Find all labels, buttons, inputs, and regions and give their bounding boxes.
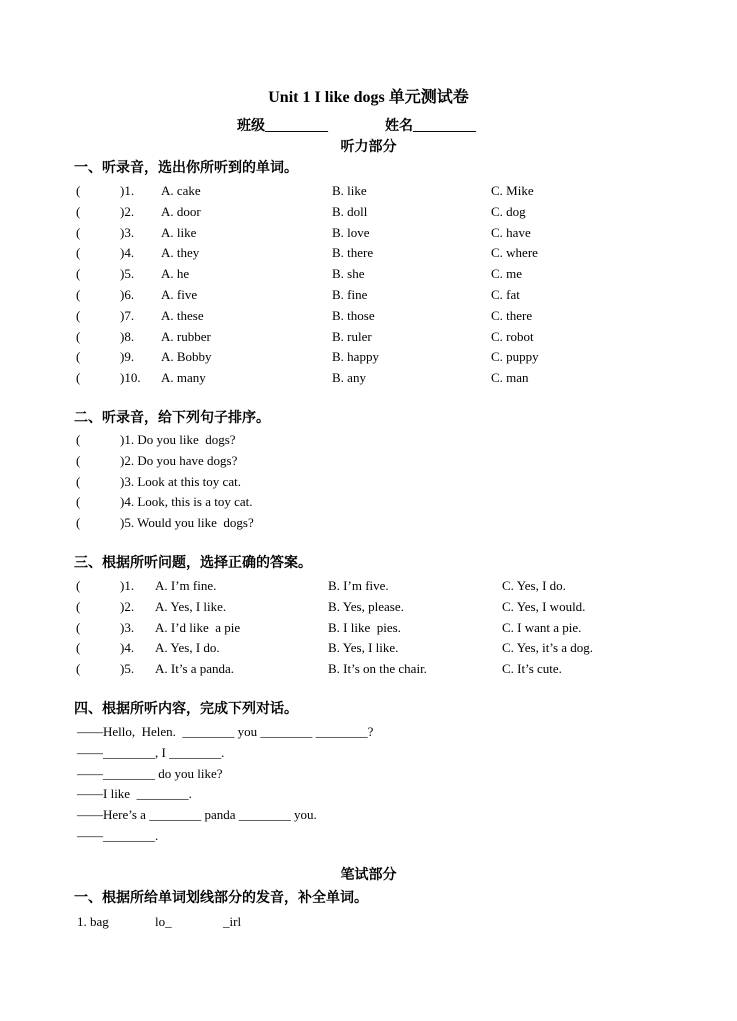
question-number: )7. (120, 308, 135, 323)
option-b: B. like (332, 183, 367, 198)
question-number: )4. (120, 245, 135, 260)
question-number: )1. (120, 578, 135, 593)
option-a: A. he (161, 266, 190, 281)
written-title: 笔试部分 (340, 868, 397, 883)
option-b: B. there (332, 245, 374, 260)
open-paren: ( (76, 266, 81, 281)
option-a: A. rubber (161, 329, 211, 344)
dialogue-line: ——________, I ________. (77, 745, 225, 760)
sentence: )1. Do you like dogs? (120, 432, 236, 447)
page-title: Unit 1 I like dogs 单元测试卷 (268, 89, 469, 106)
option-c: C. there (491, 308, 533, 323)
option-a: A. I’m fine. (155, 578, 217, 593)
option-a: A. Yes, I do. (155, 640, 220, 655)
listening-title: 听力部分 (340, 140, 397, 155)
option-b: B. Yes, I like. (328, 640, 399, 655)
dialogue-line: ——Hello, Helen. ________ you ________ ________? (77, 724, 374, 739)
option-a: A. Yes, I like. (155, 599, 227, 614)
dialogue-line: ——Here’s a ________ panda ________ you. (77, 807, 317, 822)
open-paren: ( (76, 225, 81, 240)
option-c: C. puppy (491, 349, 539, 364)
section-5-heading: 一、根据所给单词划线部分的发音，补全单词。 (74, 891, 368, 906)
question-number: )8. (120, 329, 135, 344)
open-paren: ( (76, 474, 81, 489)
option-b: B. she (332, 266, 365, 281)
option-a: A. cake (161, 183, 201, 198)
open-paren: ( (76, 640, 81, 655)
option-a: A. like (161, 225, 197, 240)
option-b: B. It’s on the chair. (328, 661, 427, 676)
option-a: A. It’s a panda. (155, 661, 235, 676)
section-4-heading: 四、根据所听内容，完成下列对话。 (74, 702, 298, 717)
option-a: A. door (161, 204, 201, 219)
sentence: )5. Would you like dogs? (120, 515, 254, 530)
dialogue-line: ——________ do you like? (77, 766, 223, 781)
section-2-heading: 二、听录音，给下列句子排序。 (74, 411, 270, 426)
option-c: C. It’s cute. (502, 661, 562, 676)
option-c: C. where (491, 245, 538, 260)
question-number: )2. (120, 599, 135, 614)
question-number: )4. (120, 640, 135, 655)
option-a: A. they (161, 245, 200, 260)
option-c: C. I want a pie. (502, 620, 582, 635)
open-paren: ( (76, 329, 81, 344)
open-paren: ( (76, 620, 81, 635)
option-b: B. love (332, 225, 370, 240)
dialogue-line: ——I like ________. (77, 786, 192, 801)
class-field: 班级_________ (237, 119, 328, 134)
section-1-heading: 一、听录音，选出你所听到的单词。 (74, 161, 298, 176)
option-b: B. any (332, 370, 366, 385)
open-paren: ( (76, 245, 81, 260)
question-number: )6. (120, 287, 135, 302)
open-paren: ( (76, 494, 81, 509)
option-c: C. dog (491, 204, 526, 219)
option-b: B. doll (332, 204, 368, 219)
option-c: C. Yes, I do. (502, 578, 566, 593)
open-paren: ( (76, 661, 81, 676)
option-b: B. ruler (332, 329, 372, 344)
question-number: )1. (120, 183, 135, 198)
option-c: C. fat (491, 287, 520, 302)
open-paren: ( (76, 515, 81, 530)
section-3-heading: 三、根据所听问题，选择正确的答案。 (74, 556, 312, 571)
section-5-item-2: lo_ (155, 914, 172, 929)
section-5-item-1: 1. bag (77, 914, 109, 929)
open-paren: ( (76, 287, 81, 302)
option-a: A. Bobby (161, 349, 212, 364)
option-c: C. Yes, I would. (502, 599, 586, 614)
section-5-item-3: _irl (223, 914, 242, 929)
open-paren: ( (76, 183, 81, 198)
option-a: A. these (161, 308, 204, 323)
option-b: B. happy (332, 349, 379, 364)
option-c: C. Yes, it’s a dog. (502, 640, 594, 655)
option-b: B. Yes, please. (328, 599, 404, 614)
question-number: )3. (120, 620, 135, 635)
open-paren: ( (76, 432, 81, 447)
dialogue-line: ——________. (77, 828, 159, 843)
option-b: B. I’m five. (328, 578, 389, 593)
option-b: B. those (332, 308, 375, 323)
option-c: C. me (491, 266, 523, 281)
option-b: B. fine (332, 287, 368, 302)
question-number: )5. (120, 266, 135, 281)
option-a: A. I’d like a pie (155, 620, 241, 635)
sentence: )4. Look, this is a toy cat. (120, 494, 253, 509)
question-number: )2. (120, 204, 135, 219)
open-paren: ( (76, 599, 81, 614)
sentence: )3. Look at this toy cat. (120, 474, 241, 489)
open-paren: ( (76, 453, 81, 468)
question-number: )9. (120, 349, 135, 364)
open-paren: ( (76, 308, 81, 323)
option-c: C. Mike (491, 183, 534, 198)
option-b: B. I like pies. (328, 620, 401, 635)
open-paren: ( (76, 349, 81, 364)
name-field: 姓名_________ (385, 119, 476, 134)
sentence: )2. Do you have dogs? (120, 453, 238, 468)
open-paren: ( (76, 204, 81, 219)
open-paren: ( (76, 370, 81, 385)
option-a: A. many (161, 370, 206, 385)
option-c: C. have (491, 225, 531, 240)
question-number: )5. (120, 661, 135, 676)
option-a: A. five (161, 287, 198, 302)
question-number: )10. (120, 370, 141, 385)
open-paren: ( (76, 578, 81, 593)
option-c: C. robot (491, 329, 534, 344)
option-c: C. man (491, 370, 529, 385)
question-number: )3. (120, 225, 135, 240)
